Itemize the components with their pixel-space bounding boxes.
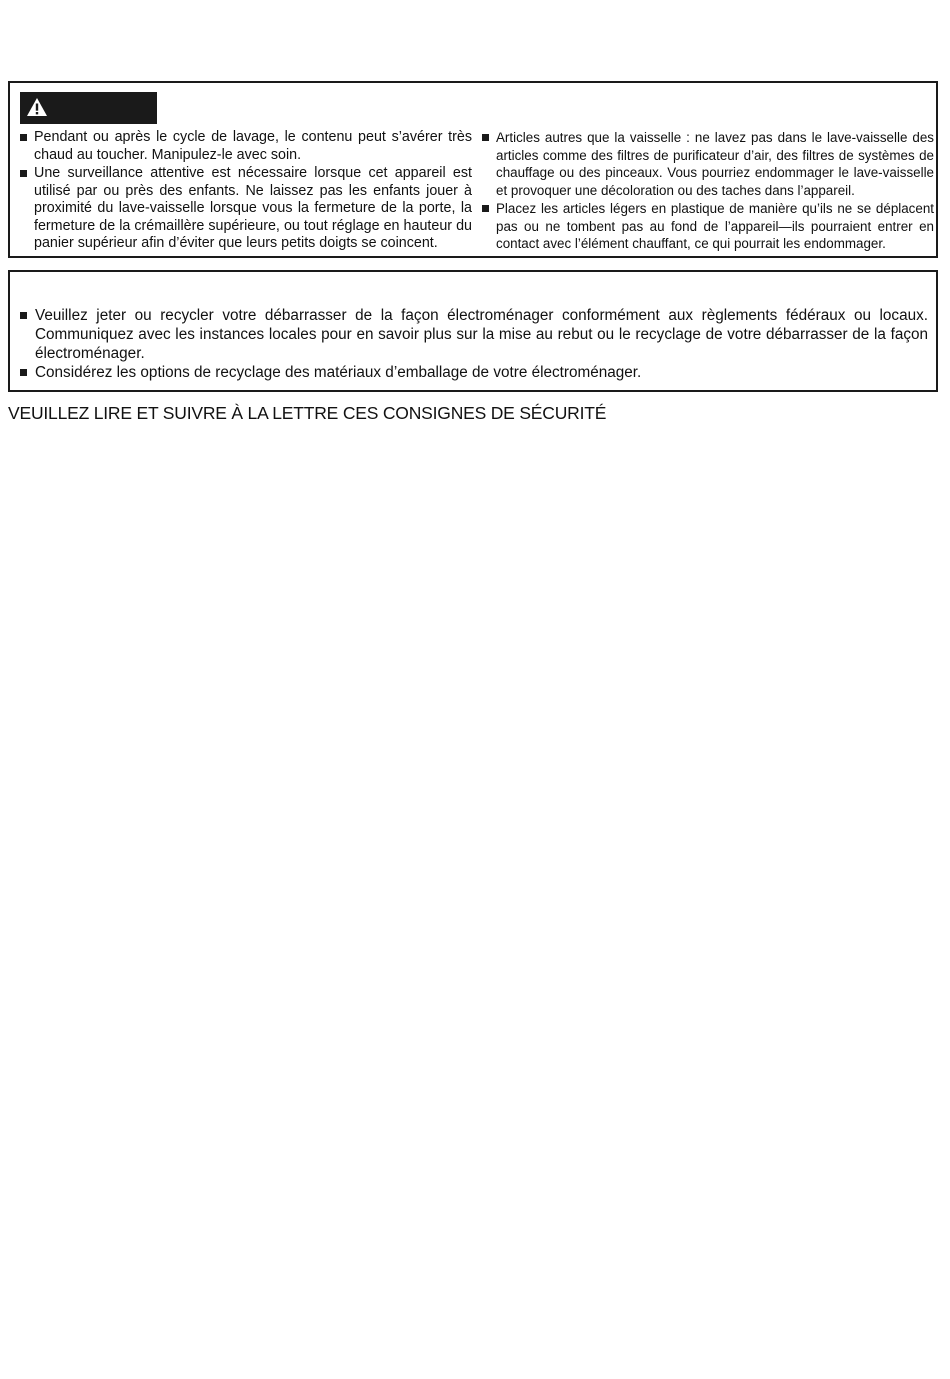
recycling-box [8,270,938,392]
warning-label-bar [20,92,157,124]
recycling-item: Veuillez jeter ou recycler votre débarrasser de la façon électroménager conformément aux règlements fédéraux ou locaux. Communiquez avec les instances locales pour en savoir plus sur la mise au rebut ou le recyclage de votre débarrasser de la façon électroménager. [20,306,928,363]
warning-list-right [482,129,934,254]
warning-item: Articles autres que la vaisselle : ne lavez pas dans le lave-vaisselle des articles comme des filtres de purificateur d’air, des filtres de systèmes de chauffage ou des pinceaux. Vous pourriez endommager le lave-vaisselle et provoquer une décoloration ou des taches dans l’appareil. [482,129,934,199]
warning-list-left [20,129,472,254]
warning-item: Placez les articles légers en plastique de manière qu’ils ne se déplacent pas ou ne tombent pas au fond de l’appareil—ils pourraient entrer en contact avec l’élément chauffant, ce qui pourrait les endommager. [482,200,934,253]
warning-box [8,81,938,258]
warning-triangle-icon [26,97,48,117]
recycling-list [20,306,928,382]
warning-item: Une surveillance attentive est nécessaire lorsque cet appareil est utilisé par ou près des enfants. Ne laissez pas les enfants jouer à proximité du lave-vaisselle lorsque vous la fermeture de la porte, la fermeture de la crémaillère supérieure, ou tout réglage en hauteur du panier supérieur afin d’éviter que leurs petits doigts se coincent. [20,165,472,253]
safety-instructions-heading: VEUILLEZ LIRE ET SUIVRE À LA LETTRE CES CONSIGNES DE SÉCURITÉ [8,403,607,423]
warning-item: Pendant ou après le cycle de lavage, le contenu peut s’avérer très chaud au toucher. Manipulez-le avec soin. [20,129,472,164]
recycling-item: Considérez les options de recyclage des matériaux d’emballage de votre électroménager. [20,363,928,382]
